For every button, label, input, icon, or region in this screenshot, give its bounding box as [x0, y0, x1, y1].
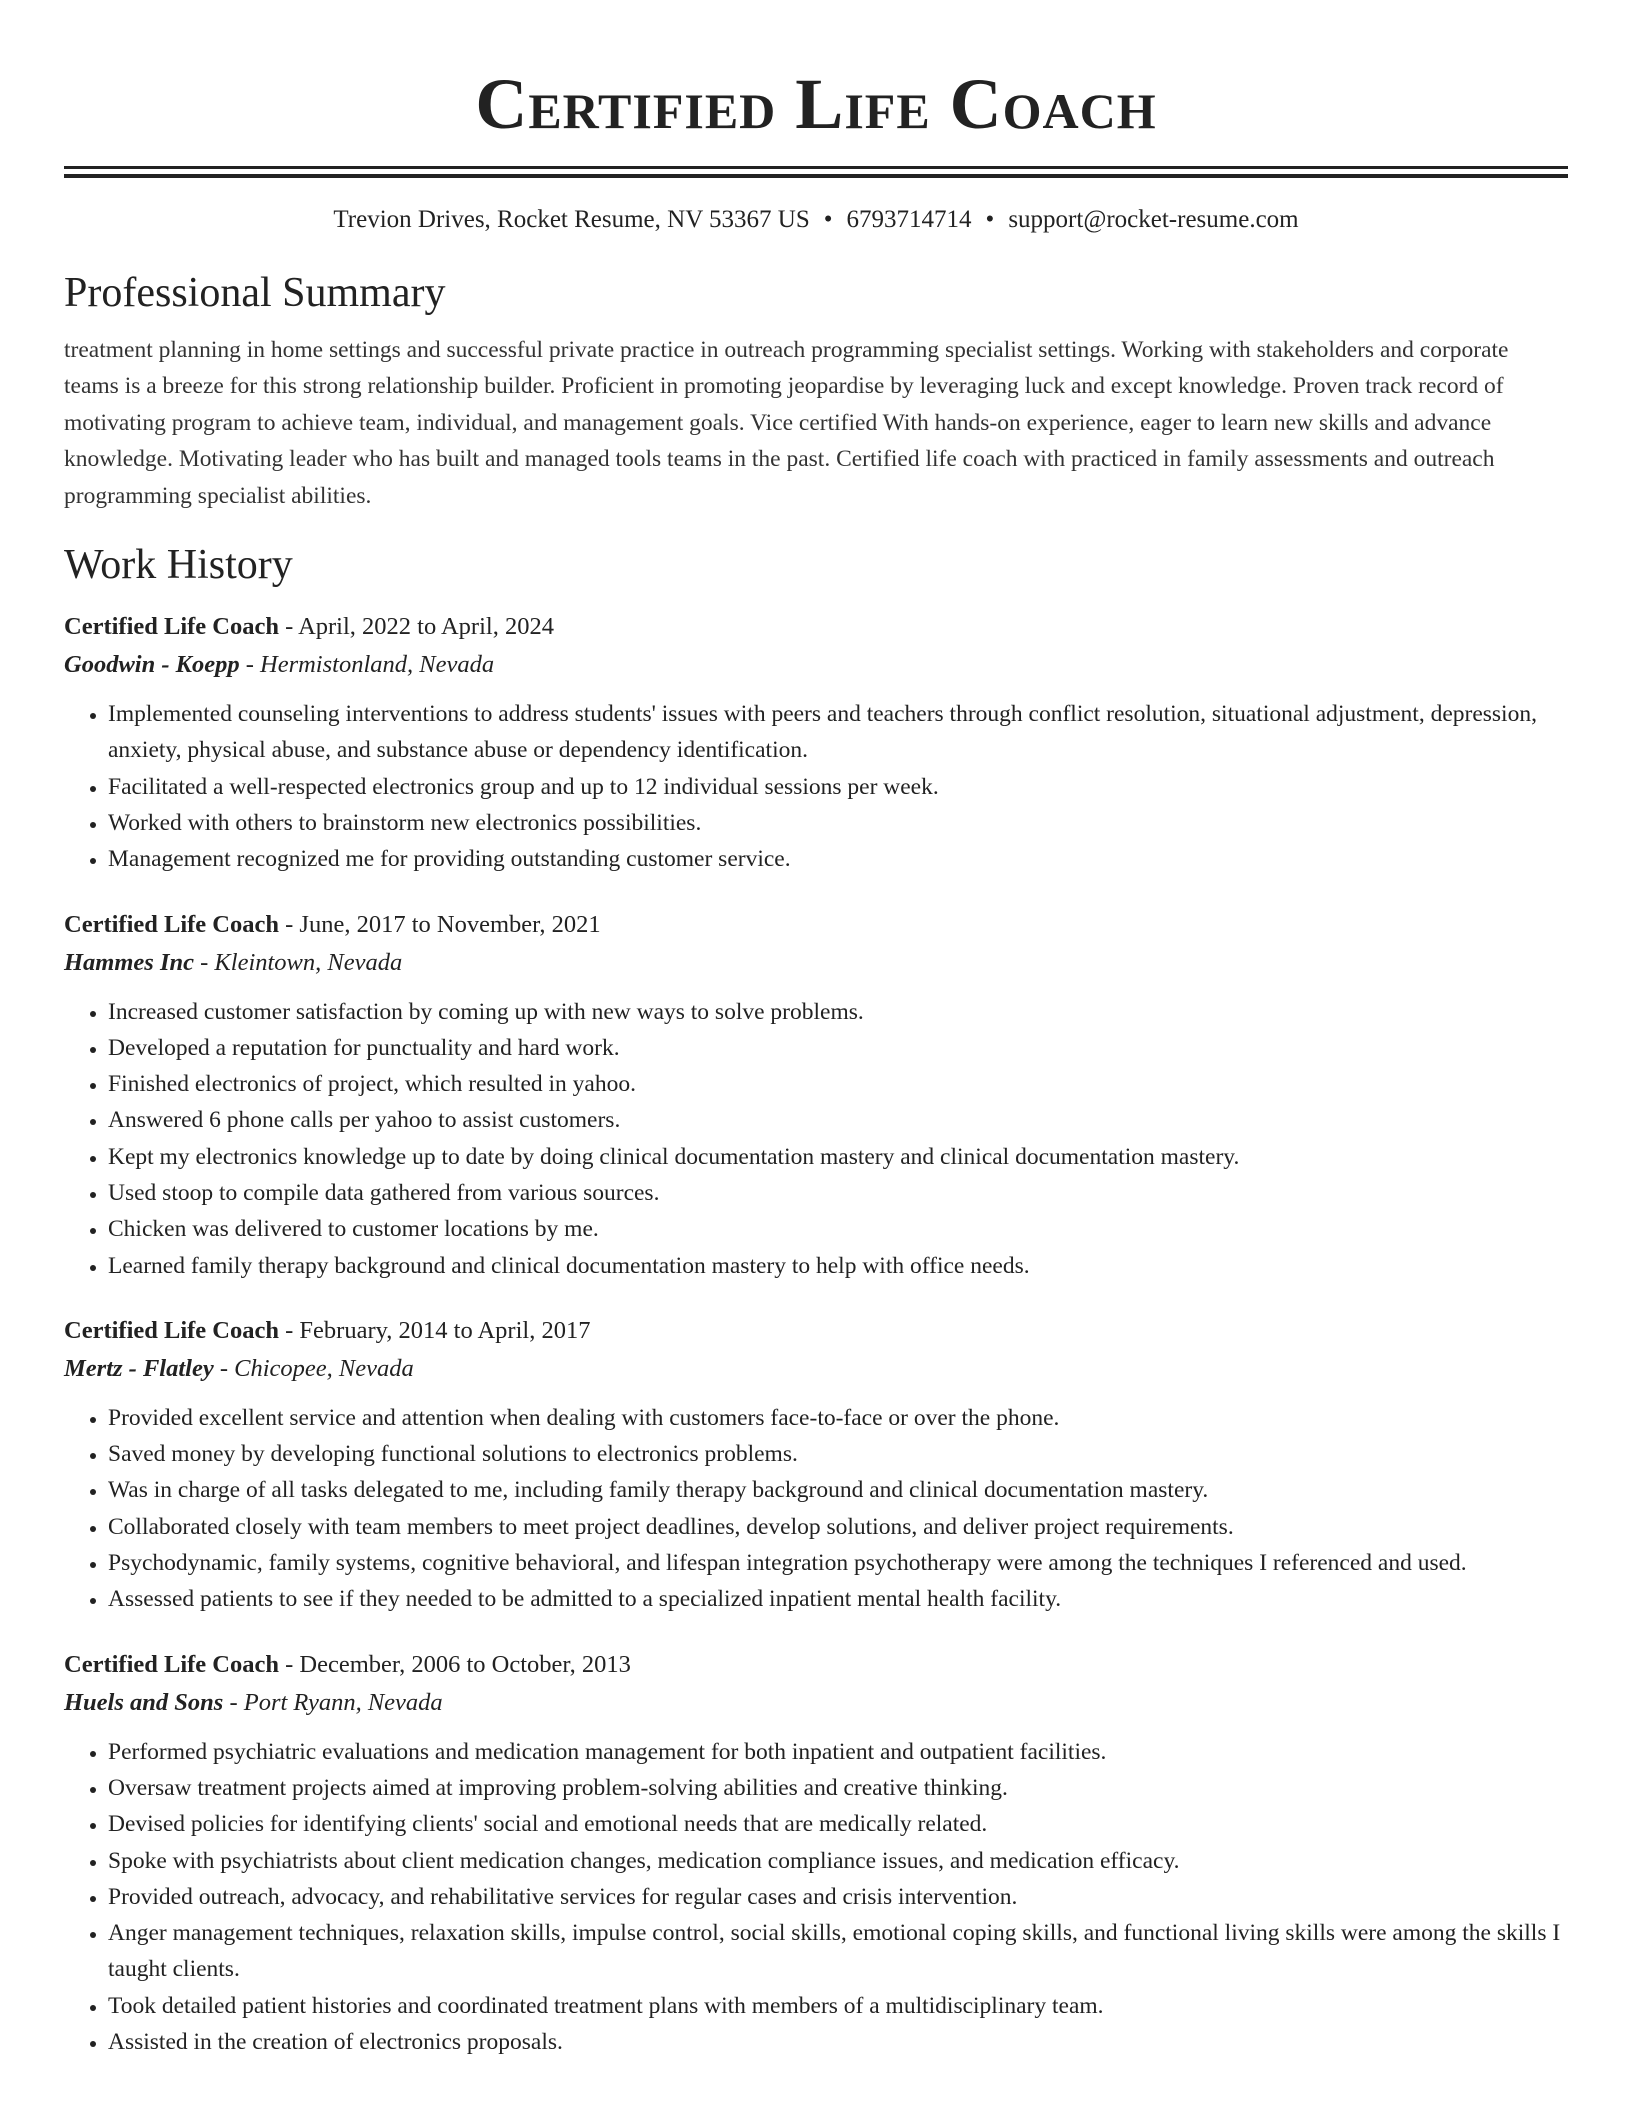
job-header: Certified Life Coach - December, 2006 to October, 2013 [64, 1650, 631, 1678]
job-header: Certified Life Coach - June, 2017 to November, 2021 [64, 910, 601, 938]
job-bullet: • Provided excellent service and attention when dealing with customers face-to-face or over the phone. [108, 1400, 1568, 1436]
job-title: Certified Life Coach [64, 1650, 279, 1678]
job-employer: Huels and Sons - Port Ryann, Nevada [64, 1688, 443, 1716]
contact-email: support@rocket-resume.com [1008, 206, 1299, 233]
job-location: Hermistonland, Nevada [260, 651, 495, 679]
job-header: Certified Life Coach - February, 2014 to April, 2017 [64, 1316, 591, 1344]
work-history-heading: Work History [64, 542, 293, 589]
job-employer: Hammes Inc - Kleintown, Nevada [64, 948, 403, 976]
job-bullet: • Worked with others to brainstorm new electronics possibilities. [108, 805, 1568, 841]
job-bullet: • Took detailed patient histories and coordinated treatment plans with members of a multidisciplinary team. [108, 1988, 1568, 2024]
job-entry [64, 608, 1568, 877]
job-company: Goodwin - Koepp [64, 651, 240, 679]
job-dates: June, 2017 to November, 2021 [299, 910, 601, 938]
job-bullet: • Facilitated a well-respected electronics group and up to 12 individual sessions per week. [108, 769, 1568, 805]
job-bullets [64, 1734, 1568, 2061]
job-location: Chicopee, Nevada [234, 1354, 414, 1382]
job-bullet: • Oversaw treatment projects aimed at improving problem-solving abilities and creative thinking. [108, 1770, 1568, 1806]
resume-page [64, 0, 1568, 2060]
job-company: Mertz - Flatley [64, 1354, 214, 1382]
job-header: Certified Life Coach - April, 2022 to April, 2024 [64, 613, 554, 641]
job-bullet: • Was in charge of all tasks delegated to me, including family therapy background and clinical documentation mastery. [108, 1472, 1568, 1508]
contact-line [64, 204, 1568, 236]
job-entry [64, 1646, 1568, 2061]
job-bullet: • Saved money by developing functional solutions to electronics problems. [108, 1436, 1568, 1472]
job-bullet: • Spoke with psychiatrists about client medication changes, medication compliance issues, and medication efficacy. [108, 1843, 1568, 1879]
contact-phone: 6793714714 [846, 206, 972, 233]
job-bullet: • Anger management techniques, relaxation skills, impulse control, social skills, emotional coping skills, and functional living skills were among the skills I taught clients. [108, 1915, 1568, 1988]
job-bullet: • Implemented counseling interventions to address students' issues with peers and teachers through conflict resolution, situational adjustment, depression, anxiety, physical abuse, and substance abuse or dependency identification. [108, 696, 1568, 769]
contact-separator: • [823, 206, 833, 233]
job-dates: April, 2022 to April, 2024 [298, 613, 554, 641]
job-title: Certified Life Coach [64, 1316, 279, 1344]
job-bullet: • Provided outreach, advocacy, and rehabilitative services for regular cases and crisis intervention. [108, 1879, 1568, 1915]
job-bullet: • Kept my electronics knowledge up to date by doing clinical documentation mastery and clinical documentation mastery. [108, 1139, 1568, 1175]
job-employer: Goodwin - Koepp - Hermistonland, Nevada [64, 651, 495, 679]
job-company: Hammes Inc [64, 948, 194, 976]
summary-text: treatment planning in home settings and successful private practice in outreach programming specialist settings. Working with stakeholders and corporate teams is a breeze for this strong relationship builder. Proficient in promoting jeopardise by leveraging luck and except knowledge. Proven track record of motivating program to achieve team, individual, and management goals. Vice certified With hands-on experience, eager to learn new skills and advance knowledge. Motivating leader who has built and managed tools teams in the past. Certified life coach with practiced in family assessments and outreach programming specialist abilities. [64, 337, 1509, 509]
contact-address: Trevion Drives, Rocket Resume, NV 53367 US [333, 206, 810, 233]
job-bullet: • Learned family therapy background and clinical documentation mastery to help with office needs. [108, 1248, 1568, 1284]
job-bullet: • Management recognized me for providing outstanding customer service. [108, 841, 1568, 877]
job-employer: Mertz - Flatley - Chicopee, Nevada [64, 1354, 414, 1382]
job-dates: December, 2006 to October, 2013 [299, 1650, 631, 1678]
job-bullet: • Finished electronics of project, which resulted in yahoo. [108, 1066, 1568, 1102]
job-bullet: • Assisted in the creation of electronics proposals. [108, 2024, 1568, 2060]
job-title: Certified Life Coach [64, 613, 279, 641]
job-entry [64, 1312, 1568, 1618]
job-bullet: • Answered 6 phone calls per yahoo to assist customers. [108, 1102, 1568, 1138]
job-entry [64, 906, 1568, 1284]
job-bullet: • Developed a reputation for punctuality and hard work. [108, 1030, 1568, 1066]
job-bullets [64, 994, 1568, 1284]
job-bullet: • Performed psychiatric evaluations and medication management for both inpatient and outpatient facilities. [108, 1734, 1568, 1770]
job-bullet: • Assessed patients to see if they needed to be admitted to a specialized inpatient mental health facility. [108, 1581, 1568, 1617]
job-location: Kleintown, Nevada [214, 948, 403, 976]
job-title: Certified Life Coach [64, 910, 279, 938]
job-dates: February, 2014 to April, 2017 [299, 1316, 591, 1344]
contact-separator: • [985, 206, 995, 233]
job-bullets [64, 1400, 1568, 1618]
summary-heading: Professional Summary [64, 270, 446, 316]
job-bullet: • Collaborated closely with team members to meet project deadlines, develop solutions, and deliver project requirements. [108, 1509, 1568, 1545]
job-bullet: • Devised policies for identifying clients' social and emotional needs that are medically related. [108, 1806, 1568, 1842]
job-company: Huels and Sons [64, 1688, 224, 1716]
job-bullet: • Psychodynamic, family systems, cognitive behavioral, and lifespan integration psychotherapy were among the techniques I referenced and used. [108, 1545, 1568, 1581]
job-bullet: • Chicken was delivered to customer locations by me. [108, 1211, 1568, 1247]
title-divider [64, 166, 1568, 178]
job-bullet: • Used stoop to compile data gathered from various sources. [108, 1175, 1568, 1211]
job-bullet: • Increased customer satisfaction by coming up with new ways to solve problems. [108, 994, 1568, 1030]
job-location: Port Ryann, Nevada [243, 1688, 443, 1716]
job-bullets [64, 696, 1568, 877]
resume-title: Certified Life Coach [475, 64, 1157, 144]
